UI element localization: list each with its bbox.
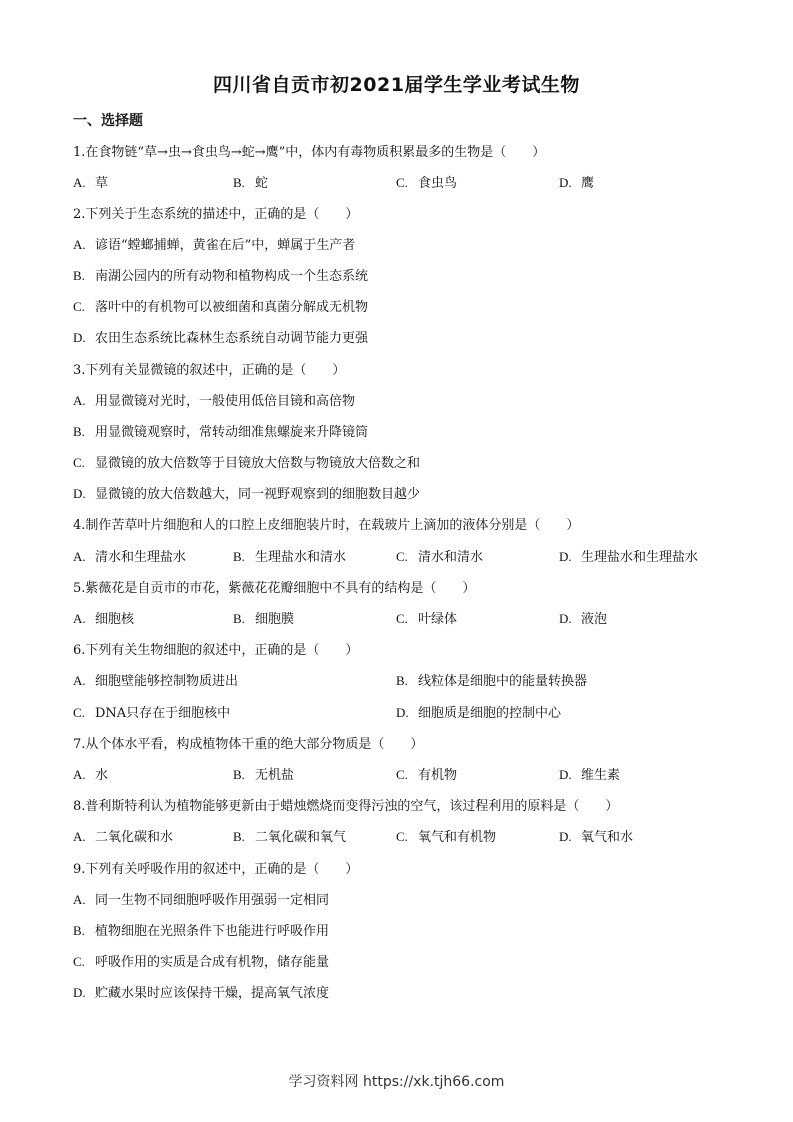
option-text: 有机物 bbox=[418, 768, 458, 783]
option-letter: D. bbox=[559, 175, 572, 190]
option-letter: A. bbox=[73, 175, 86, 190]
option-text: 清水和清水 bbox=[418, 550, 484, 565]
question-stem: 3.下列有关显微镜的叙述中，正确的是（ ） bbox=[73, 363, 346, 378]
option-text: 显微镜的放大倍数越大，同一视野观察到的细胞数目越少 bbox=[95, 487, 421, 502]
question-stem: 8.普利斯特利认为植物能够更新由于蜡烛燃烧而变得污浊的空气，该过程利用的原料是（ ） bbox=[73, 799, 619, 814]
option-text: 细胞核 bbox=[95, 612, 135, 627]
option-letter: B. bbox=[233, 175, 245, 190]
option-letter: B. bbox=[233, 611, 245, 626]
option-a bbox=[73, 608, 134, 627]
question-stem: 6.下列有关生物细胞的叙述中，正确的是（ ） bbox=[73, 643, 359, 658]
option-letter: D. bbox=[559, 549, 572, 564]
option-text: 生理盐水和清水 bbox=[255, 550, 347, 565]
option-letter: A. bbox=[73, 767, 86, 782]
option-d bbox=[559, 608, 607, 627]
option-text: 生理盐水和生理盐水 bbox=[581, 550, 699, 565]
option-text: 蛇 bbox=[255, 176, 269, 191]
option-a bbox=[73, 670, 238, 689]
option-b bbox=[233, 608, 294, 627]
option-letter: A. bbox=[73, 892, 86, 907]
option-letter: D. bbox=[396, 705, 409, 720]
option-c bbox=[396, 764, 457, 783]
option-letter: C. bbox=[73, 705, 85, 720]
option-text: 氧气和有机物 bbox=[418, 830, 497, 845]
option-letter: B. bbox=[396, 673, 408, 688]
option-letter: D. bbox=[73, 330, 86, 345]
option-a bbox=[73, 234, 355, 253]
option-text: 农田生态系统比森林生态系统自动调节能力更强 bbox=[95, 331, 369, 346]
question-stem: 7.从个体水平看，构成植物体干重的绝大部分物质是（ ） bbox=[73, 737, 424, 752]
option-c bbox=[73, 702, 230, 721]
option-text: 贮藏水果时应该保持干燥，提高氧气浓度 bbox=[95, 986, 330, 1001]
option-b bbox=[233, 172, 268, 191]
page-title: 四川省自贡市初2021届学生学业考试生物 bbox=[213, 74, 580, 96]
option-letter: B. bbox=[73, 424, 85, 439]
option-letter: A. bbox=[73, 611, 86, 626]
option-text: 细胞膜 bbox=[255, 612, 295, 627]
option-letter: C. bbox=[396, 829, 408, 844]
option-letter: D. bbox=[559, 611, 572, 626]
option-a bbox=[73, 764, 108, 783]
option-text: 谚语“螳螂捕蝉，黄雀在后”中，蝉属于生产者 bbox=[95, 238, 356, 253]
option-b bbox=[233, 826, 346, 845]
option-a bbox=[73, 172, 108, 191]
option-text: 线粒体是细胞中的能量转换器 bbox=[418, 674, 588, 689]
option-d bbox=[73, 483, 420, 502]
question-stem: 9.下列有关呼吸作用的叙述中，正确的是（ ） bbox=[73, 862, 359, 877]
option-text: 显微镜的放大倍数等于目镜放大倍数与物镜放大倍数之和 bbox=[95, 456, 421, 471]
option-letter: B. bbox=[233, 549, 245, 564]
option-letter: A. bbox=[73, 829, 86, 844]
option-d bbox=[559, 172, 594, 191]
option-c bbox=[396, 608, 457, 627]
option-letter: D. bbox=[73, 985, 86, 1000]
option-b bbox=[233, 546, 346, 565]
option-d bbox=[73, 327, 368, 346]
option-c bbox=[396, 546, 483, 565]
option-letter: B. bbox=[73, 268, 85, 283]
option-text: 清水和生理盐水 bbox=[95, 550, 187, 565]
option-letter: A. bbox=[73, 393, 86, 408]
question-stem: 1.在食物链“草→虫→食虫鸟→蛇→鹰”中，体内有毒物质积累最多的生物是（ ） bbox=[73, 145, 546, 160]
option-text: 细胞质是细胞的控制中心 bbox=[418, 706, 562, 721]
option-c bbox=[73, 452, 420, 471]
option-text: 同一生物不同细胞呼吸作用强弱一定相同 bbox=[95, 893, 330, 908]
option-text: 叶绿体 bbox=[418, 612, 458, 627]
option-b bbox=[233, 764, 294, 783]
option-text: 植物细胞在光照条件下也能进行呼吸作用 bbox=[95, 924, 330, 939]
option-text: 无机盐 bbox=[255, 768, 295, 783]
option-a bbox=[73, 546, 186, 565]
option-letter: C. bbox=[73, 455, 85, 470]
option-b bbox=[396, 670, 587, 689]
option-letter: B. bbox=[233, 829, 245, 844]
option-text: 维生素 bbox=[581, 768, 621, 783]
option-text: 呼吸作用的实质是合成有机物，储存能量 bbox=[95, 955, 330, 970]
option-text: DNA只存在于细胞核中 bbox=[95, 706, 231, 721]
option-letter: B. bbox=[233, 767, 245, 782]
option-letter: C. bbox=[396, 611, 408, 626]
option-b bbox=[73, 265, 368, 284]
option-text: 用显微镜观察时，常转动细准焦螺旋来升降镜筒 bbox=[95, 425, 369, 440]
question-stem: 4.制作苦草叶片细胞和人的口腔上皮细胞装片时，在载玻片上滴加的液体分别是（ ） bbox=[73, 518, 580, 533]
question-stem: 2.下列关于生态系统的描述中，正确的是（ ） bbox=[73, 207, 359, 222]
option-letter: D. bbox=[559, 767, 572, 782]
option-letter: D. bbox=[559, 829, 572, 844]
option-d bbox=[396, 702, 561, 721]
option-a bbox=[73, 889, 329, 908]
option-b bbox=[73, 421, 368, 440]
option-text: 水 bbox=[95, 768, 109, 783]
option-letter: C. bbox=[73, 299, 85, 314]
option-b bbox=[73, 920, 329, 939]
question-stem: 5.紫薇花是自贡市的市花，紫薇花花瓣细胞中不具有的结构是（ ） bbox=[73, 581, 476, 596]
option-text: 草 bbox=[95, 176, 109, 191]
option-text: 南湖公园内的所有动物和植物构成一个生态系统 bbox=[95, 269, 369, 284]
option-c bbox=[396, 172, 457, 191]
option-letter: D. bbox=[73, 486, 86, 501]
option-c bbox=[73, 296, 368, 315]
option-letter: A. bbox=[73, 237, 86, 252]
option-c bbox=[396, 826, 496, 845]
option-c bbox=[73, 951, 329, 970]
footer-link[interactable]: 学习资料网 https://xk.tjh66.com bbox=[288, 1074, 505, 1090]
option-text: 鹰 bbox=[581, 176, 595, 191]
option-text: 液泡 bbox=[581, 612, 608, 627]
option-letter: A. bbox=[73, 549, 86, 564]
option-letter: A. bbox=[73, 673, 86, 688]
option-text: 用显微镜对光时，一般使用低倍目镜和高倍物 bbox=[95, 394, 356, 409]
option-d bbox=[559, 546, 698, 565]
option-letter: C. bbox=[396, 175, 408, 190]
option-a bbox=[73, 390, 355, 409]
option-text: 氧气和水 bbox=[581, 830, 634, 845]
option-d bbox=[559, 826, 633, 845]
option-d bbox=[559, 764, 620, 783]
option-text: 落叶中的有机物可以被细菌和真菌分解成无机物 bbox=[95, 300, 369, 315]
option-text: 二氧化碳和水 bbox=[95, 830, 174, 845]
option-letter: C. bbox=[396, 549, 408, 564]
option-a bbox=[73, 826, 173, 845]
option-text: 细胞壁能够控制物质进出 bbox=[95, 674, 239, 689]
option-text: 二氧化碳和氧气 bbox=[255, 830, 347, 845]
option-d bbox=[73, 982, 329, 1001]
option-letter: B. bbox=[73, 923, 85, 938]
option-letter: C. bbox=[73, 954, 85, 969]
section-heading: 一、选择题 bbox=[73, 113, 143, 129]
option-letter: C. bbox=[396, 767, 408, 782]
option-text: 食虫鸟 bbox=[418, 176, 458, 191]
